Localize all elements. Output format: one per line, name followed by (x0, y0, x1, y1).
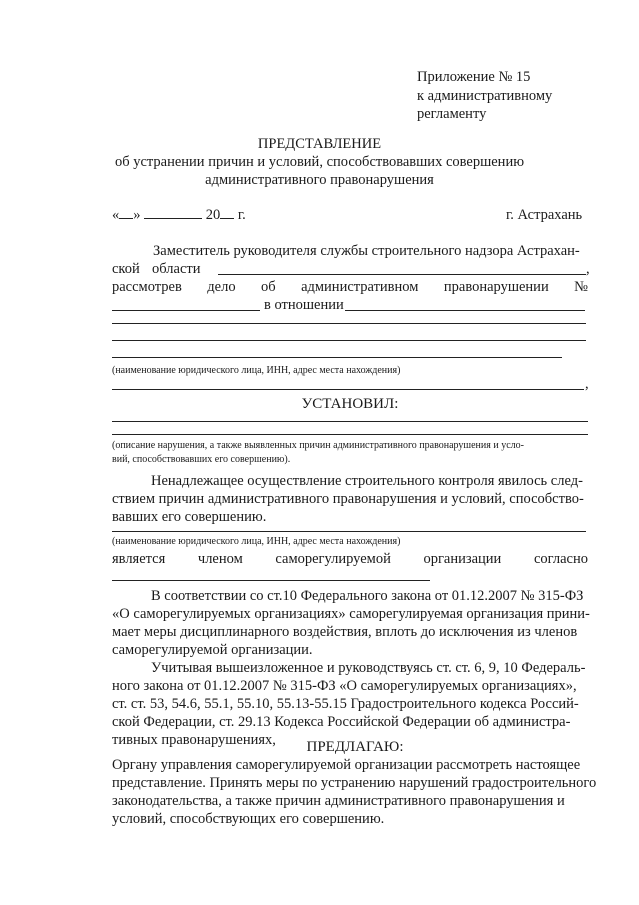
propose-line-1: Органу управления саморегулируемой организации рассмотреть настоящее (112, 757, 581, 773)
established-p1-line-2: ствием причин административного правонарушения и условий, способство- (112, 491, 584, 507)
year-prefix: 20 (205, 207, 221, 223)
intro-word: дело (207, 279, 236, 295)
intro-line-3 (112, 278, 588, 296)
law-p2-line-1: Учитывая вышеизложенное и руководствуясь ст. ст. 6, 9, 10 Федераль- (151, 660, 586, 676)
city: г. Астрахань (506, 207, 583, 223)
appendix-line-1: Приложение № 15 (417, 69, 531, 85)
member-line (112, 550, 588, 568)
sro-name-blank (112, 580, 430, 581)
appendix-line-3: регламенту (417, 106, 487, 122)
intro-word: об (261, 279, 276, 295)
caption-legal-entity-2: (наименование юридического лица, ИНН, адрес места нахождения) (112, 536, 401, 547)
law-p2-line-5: тивных правонарушениях, (112, 732, 276, 748)
violation-blank-2 (112, 434, 588, 435)
intro-line-4: в отношении (264, 297, 344, 313)
year-blank (220, 206, 234, 219)
propose-line-2: представление. Принять меры по устранению нарушений градостроительного (112, 775, 597, 791)
intro-word: административном (301, 279, 419, 295)
established-p1-line-1: Ненадлежащее осуществление строительного контроля явилось след- (151, 473, 583, 489)
law-p1-line-1: В соответствии со ст.10 Федерального закона от 01.12.2007 № 315-ФЗ (151, 588, 584, 604)
date-field (112, 206, 246, 224)
day-blank (119, 206, 133, 219)
respondent-blank-2 (112, 323, 586, 324)
authority-blank-line (218, 274, 586, 275)
respondent-blank-5 (112, 389, 584, 390)
respondent-blank-3 (112, 340, 586, 341)
intro-word: № (574, 279, 588, 295)
intro-line-7-comma: , (585, 376, 589, 392)
intro-line-2-a: ской (112, 261, 140, 277)
respondent-blank (345, 310, 585, 311)
document-subtitle-line-1: об устранении причин и условий, способствовавших совершению (114, 154, 525, 170)
member-word: организации (423, 551, 502, 567)
law-p2-line-2: ного закона от 01.12.2007 № 315-ФЗ «О саморегулируемых организациях», (112, 678, 577, 694)
established-p1-line-3: вавших его совершению. (112, 509, 267, 525)
law-p1-line-3: мает меры дисциплинарного воздействия, вплоть до исключения из членов (112, 624, 578, 640)
intro-line-1: Заместитель руководителя службы строительного надзора Астрахан- (153, 243, 580, 259)
law-p1-line-4: саморегулируемой организации. (112, 642, 313, 658)
law-p2-line-4: ской Федерации, ст. 29.13 Кодекса Российской Федерации об администра- (112, 714, 571, 730)
propose-heading: ПРЕДЛАГАЮ: (306, 739, 404, 755)
year-suffix: г. (237, 207, 246, 223)
violation-blank-1 (112, 421, 588, 422)
member-word: согласно (533, 551, 588, 567)
propose-line-3: законодательства, а также причин административного правонарушения и (112, 793, 565, 809)
respondent-blank-4 (112, 357, 562, 358)
member-word: саморегулируемой (275, 551, 391, 567)
member-word: является (112, 551, 166, 567)
intro-word: правонарушении (443, 279, 549, 295)
document-title: ПРЕДСТАВЛЕНИЕ (257, 136, 382, 152)
member-blank (112, 531, 586, 532)
intro-word: рассмотрев (112, 279, 182, 295)
member-word: членом (197, 551, 243, 567)
law-p1-line-2: «О саморегулируемых организациях» саморегулируемая организация прини- (112, 606, 590, 622)
intro-line-2-b: области (152, 261, 201, 277)
case-number-blank (112, 310, 260, 311)
intro-line-2-comma: , (586, 261, 590, 277)
date-quote-close: » (133, 207, 141, 223)
appendix-line-2: к административному (417, 88, 553, 104)
law-p2-line-3: ст. ст. 53, 54.6, 55.1, 55.10, 55.13-55.15 Градостроительного кодекса Россий- (112, 696, 579, 712)
established-heading: УСТАНОВИЛ: (301, 396, 399, 412)
date-quote-open: « (112, 207, 120, 223)
propose-line-4: условий, способствующих его совершению. (112, 811, 385, 827)
caption-violation-2: вий, способствовавших его совершению). (112, 454, 291, 465)
caption-violation-1: (описание нарушения, а также выявленных причин административного правонарушения и усло- (112, 440, 524, 451)
month-blank (144, 206, 202, 219)
document-subtitle-line-2: административного правонарушения (205, 172, 434, 188)
caption-legal-entity-1: (наименование юридического лица, ИНН, адрес места нахождения) (112, 365, 401, 376)
